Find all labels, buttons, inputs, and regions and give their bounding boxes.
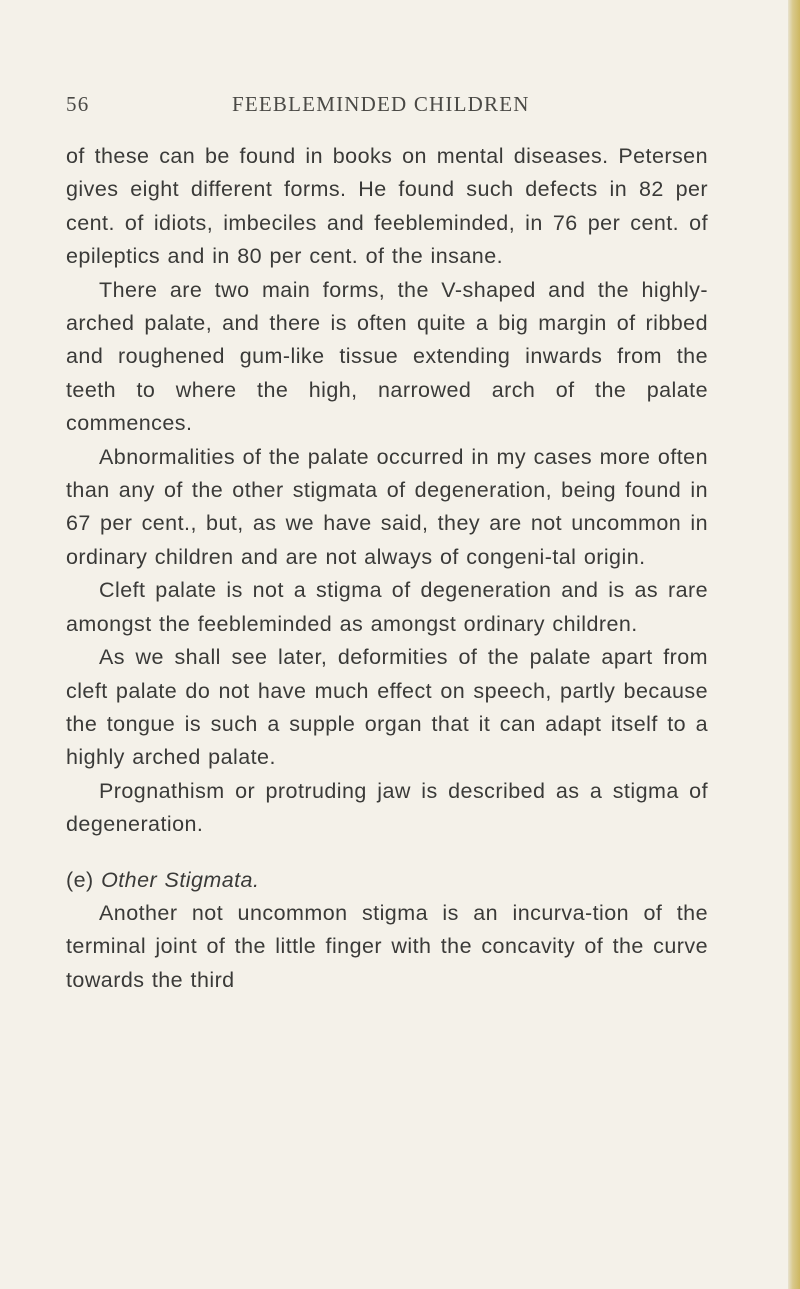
paragraph-continued: of these can be found in books on mental diseases. Petersen gives eight different forms. He found such defects in 82 per cent. of idiots, imbeciles and feebleminded, in 76 per cent. of epileptics and in 80 per cent. of the insane.: [66, 144, 708, 269]
page-body: [66, 140, 708, 997]
paragraph-other-stigmata: Another not uncommon stigma is an incurva-tion of the terminal joint of the little finger with the concavity of the curve towards the third: [66, 900, 708, 992]
page-number: 56: [66, 92, 90, 116]
paragraph-palate-abnormalities: Abnormalities of the palate occurred in my cases more often than any of the other stigmata of degeneration, being found in 67 per cent., but, as we have said, they are not uncommon in ordinary children and are not always of congeni-tal origin.: [66, 444, 708, 569]
section-title: Other Stigmata.: [101, 867, 260, 892]
section-marker: (e): [66, 867, 94, 892]
page-edge: [788, 0, 800, 1289]
paragraph-speech-effect: As we shall see later, deformities of the palate apart from cleft palate do not have much effect on speech, partly because the tongue is such a supple organ that it can adapt itself to a highly arched palate.: [66, 645, 708, 770]
section-heading: [66, 864, 708, 897]
paragraph-cleft-palate: Cleft palate is not a stigma of degeneration and is as rare amongst the feebleminded as amongst ordinary children.: [66, 578, 708, 636]
paragraph-palate-forms: There are two main forms, the V-shaped and the highly-arched palate, and there is often quite a big margin of ribbed and roughened gum-like tissue extending inwards from the teeth to where the high, narrowed arch of the palate commences.: [66, 277, 708, 436]
running-title: FEEBLEMINDED CHILDREN: [232, 92, 530, 116]
paragraph-prognathism: Prognathism or protruding jaw is described as a stigma of degeneration.: [66, 778, 708, 837]
running-header: [66, 92, 706, 122]
